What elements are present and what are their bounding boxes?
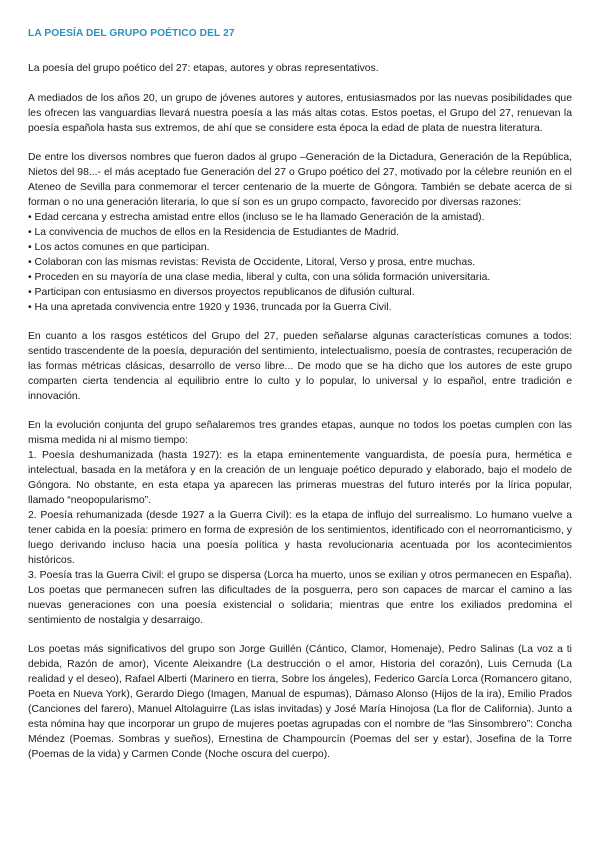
- names-paragraph: De entre los diversos nombres que fueron dados al grupo –Generación de la Dictadura, Generación de la República, Nietos del 98...- el más aceptado fue Generación del 27 o Grupo poético del 27, motivado por la célebre reunión en el Ateneo de Sevilla para conmemorar el tercer centenario de la muerte de Góngora. También se debate acerca de si forman o no una generación literaria, lo que sí son es un grupo compacto, favorecido por diversas razones:: [28, 152, 572, 208]
- subtitle-paragraph: La poesía del grupo poético del 27: etapas, autores y obras representativos.: [28, 63, 379, 74]
- list-item: • Proceden en su mayoría de una clase media, liberal y culta, con una sólida formación universitaria.: [28, 270, 572, 285]
- reasons-list: [28, 210, 572, 315]
- list-item: • Edad cercana y estrecha amistad entre ellos (incluso se le ha llamado Generación de la amistad).: [28, 210, 572, 225]
- list-item: • Colaboran con las mismas revistas: Revista de Occidente, Litoral, Verso y prosa, entre muchas.: [28, 255, 572, 270]
- aesthetics-paragraph: En cuanto a los rasgos estéticos del Grupo del 27, pueden señalarse algunas características comunes a todos: sentido trascendente de la poesía, depuración del sentimiento, intelectualismo, poesía de contrastes, recuperación de las formas métricas clásicas, desarrollo de verso libre... De modo que se ha dicho que los autores de este grupo comparten cierta tendencia al equilibrio entre lo culto y lo popular, lo universal y lo español, entre tradición e innovación.: [28, 331, 572, 402]
- stage-2-paragraph: 2. Poesía rehumanizada (desde 1927 a la Guerra Civil): es la etapa de influjo del surrealismo. Lo humano vuelve a tener cabida en la poesía: primero en forma de expresión de los sentimientos, identificado con el neorromanticismo, y luego derivando incluso hacia una poesía política y hasta revolucionaria acentuada por los acontecimientos históricos.: [28, 510, 572, 566]
- stage-1-paragraph: 1. Poesía deshumanizada (hasta 1927): es la etapa eminentemente vanguardista, de poesía pura, hermética e intelectual, basada en la metáfora y en la creación de un lenguaje poético depurado y elaborado, bajo el modelo de Góngora. No obstante, en esta etapa ya aparecen las primeras muestras del futuro interés por la lírica popular, llamado “neopopularismo”.: [28, 450, 572, 506]
- list-item: • Los actos comunes en que participan.: [28, 240, 572, 255]
- stage-3-paragraph: 3. Poesía tras la Guerra Civil: el grupo se dispersa (Lorca ha muerto, unos se exilian y otros permanecen en España). Los poetas que permanecen sufren las dificultades de la posguerra, pero son capaces de marcar el camino a las nuevas generaciones con una poesía existencial o solidaria; mientras que entre los exiliados predomina el sentimiento de nostalgia y desarraigo.: [28, 570, 572, 626]
- poets-paragraph: Los poetas más significativos del grupo son Jorge Guillén (Cántico, Clamor, Homenaje), Pedro Salinas (La voz a ti debida, Razón de amor), Vicente Aleixandre (La destrucción o el amor, Historia del corazón), Luis Cernuda (La realidad y el deseo), Rafael Alberti (Marinero en tierra, Sobre los ángeles), Federico García Lorca (Romancero gitano, Poeta en Nueva York), Gerardo Diego (Imagen, Manual de espumas), Dámaso Alonso (Hijos de la ira), Emilio Prados (Canciones del farero), Manuel Altolaguirre (Las islas invitadas) y José María Hinojosa (La flor de California). Junto a esta nómina hay que incorporar un grupo de mujeres poetas agrupadas con el nombre de “las Sinsombrero”: Concha Méndez (Poemas. Sombras y sueños), Ernestina de Champourcín (Poemas del ser y estar), Josefina de la Torre (Poemas de la vida) y Carmen Conde (Noche oscura del cuerpo).: [28, 644, 572, 760]
- list-item: • Ha una apretada convivencia entre 1920 y 1936, truncada por la Guerra Civil.: [28, 300, 572, 315]
- intro-paragraph: A mediados de los años 20, un grupo de jóvenes autores y autores, entusiasmados por las nuevas posibilidades que les ofrecen las vanguardias llevará nuestra poesía a las más altas cotas. Estos poetas, el Grupo del 27, renuevan la poesía española hasta sus extremos, de ahí que se considere esta época la edad de plata de nuestra literatura.: [28, 93, 572, 134]
- list-item: • Participan con entusiasmo en diversos proyectos republicanos de difusión cultural.: [28, 285, 572, 300]
- evolution-intro-paragraph: En la evolución conjunta del grupo señalaremos tres grandes etapas, aunque no todos los poetas cumplen con las misma medida ni al mismo tiempo:: [28, 420, 572, 446]
- list-item: • La convivencia de muchos de ellos en la Residencia de Estudiantes de Madrid.: [28, 225, 572, 240]
- document-title: LA POESÍA DEL GRUPO POÉTICO DEL 27: [28, 28, 235, 39]
